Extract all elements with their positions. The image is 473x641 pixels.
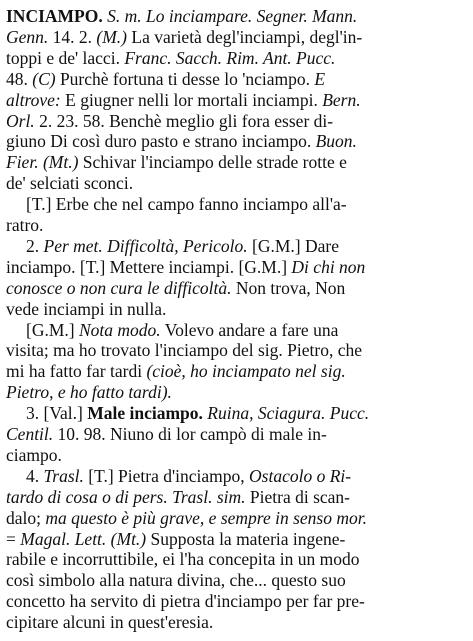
italic-text: Di chi non — [291, 256, 366, 277]
entry-line — [0, 570, 473, 590]
italic-text: (M.) — [96, 26, 128, 47]
entry-line — [0, 549, 473, 569]
entry-line — [0, 361, 473, 381]
italic-text: Buon. — [315, 131, 357, 152]
entry-line — [0, 340, 473, 360]
entry-line — [0, 6, 473, 26]
entry-line — [0, 508, 473, 528]
bold-text: Male inciampo. — [87, 403, 203, 424]
italic-text: E — [314, 68, 326, 89]
text-run: [G.M.] Dare — [247, 235, 339, 256]
entry-line — [0, 152, 473, 172]
bold-text: INCIAMPO. — [6, 6, 103, 26]
entry-line — [0, 131, 473, 151]
entry-line — [0, 591, 473, 611]
italic-text: (cioè, ho inciampato nel sig. — [146, 361, 346, 382]
entry-line — [0, 529, 473, 549]
text-run: E giugner nelli lor mortali inciampi. — [60, 89, 323, 110]
text-run: [G.M.] — [26, 319, 79, 340]
text-run: Non trova, Non — [231, 277, 346, 298]
entry-line — [0, 48, 473, 68]
italic-text: ma questo è più grave, e sempre in senso mor. — [45, 507, 367, 528]
text-run: = — [6, 528, 21, 549]
text-run: Pietra di scan- — [245, 486, 351, 507]
entry-line — [0, 445, 473, 465]
text-run: [T.] Erbe che nel campo fanno inciampo all'a- — [26, 194, 347, 215]
text-run: 3. [Val.] — [26, 403, 88, 424]
italic-text: (C) — [32, 68, 56, 89]
text-run: inciampo. [T.] Mettere inciampi. [G.M.] — [6, 256, 292, 277]
text-run: 2. — [26, 235, 44, 256]
italic-text: Centil. — [6, 424, 54, 444]
entry-line — [0, 299, 473, 319]
italic-text: Orl. — [6, 110, 35, 131]
text-run: dalo; — [6, 507, 46, 528]
text-run: de' selciati sconci. — [6, 173, 134, 194]
text-run: Volevo andare a fare una — [160, 319, 339, 340]
entry-line — [0, 257, 473, 277]
text-run: cipitare alcuni in quest'eresia. — [6, 612, 214, 633]
text-run: 4. — [26, 465, 44, 486]
text-run: Purchè fortuna ti desse lo 'nciampo. — [55, 68, 315, 89]
entry-line — [0, 382, 473, 402]
text-run: toppi e de' lacci. — [6, 47, 125, 68]
italic-text: conosce o non cura le difficoltà. — [6, 277, 232, 298]
entry-line — [0, 278, 473, 298]
italic-text: Fier. (Mt.) — [6, 152, 79, 173]
text-run: ciampo. — [6, 444, 62, 465]
entry-line — [0, 69, 473, 89]
italic-text: Pietro, e ho fatto tardi). — [6, 382, 172, 403]
italic-text: Genn. — [6, 26, 49, 47]
text-run: così simbolo alla natura divina, che... questo suo — [6, 570, 346, 591]
italic-text: tardo di cosa o di pers. Trasl. sim. — [6, 486, 246, 507]
text-run: 10. 98. Niuno di lor campò di male in- — [53, 424, 327, 444]
italic-text: altrove: — [6, 89, 61, 110]
entry-line — [0, 111, 473, 131]
italic-text: Bern. — [322, 89, 361, 110]
entry-line — [0, 403, 473, 423]
entry-line — [0, 27, 473, 47]
italic-text: Ruina, Sciagura. Pucc. — [202, 403, 370, 424]
text-run: mi ha fatto far tardi — [6, 361, 147, 382]
text-run: 48. — [6, 68, 33, 89]
entry-line — [0, 466, 473, 486]
text-run: 14. 2. — [48, 26, 97, 47]
italic-text: Nota modo. — [78, 319, 161, 340]
text-run: concetto ha servito di pietra d'inciampo per far pre- — [6, 591, 365, 612]
text-run: vede inciampi in nulla. — [6, 298, 167, 319]
italic-text: Magal. Lett. (Mt.) — [20, 528, 147, 549]
italic-text: Franc. Sacch. Rim. Ant. Pucc. — [124, 47, 336, 68]
entry-line — [0, 320, 473, 340]
italic-text: Trasl. — [43, 465, 84, 486]
entry-line — [0, 194, 473, 214]
entry-line — [0, 90, 473, 110]
entry-line — [0, 215, 473, 235]
text-run: rabile e incorruttibile, ei l'ha concepita in un modo — [6, 549, 360, 570]
text-run: ratro. — [6, 215, 44, 235]
text-run: [T.] Pietra d'inciampo, — [83, 465, 250, 486]
text-run: Schivar l'inciampo delle strade rotte e — [78, 152, 347, 173]
italic-text: Per met. Difficoltà, Pericolo. — [43, 235, 248, 256]
text-run: giuno Di così duro pasto e strano inciampo. — [6, 131, 316, 152]
text-run: 2. 23. 58. Benchè meglio gli fora esser di- — [34, 110, 334, 131]
entry-line — [0, 424, 473, 444]
entry-line — [0, 612, 473, 632]
entry-line — [0, 173, 473, 193]
entry-line — [0, 487, 473, 507]
entry-line — [0, 236, 473, 256]
text-run: La varietà degl'inciampi, degl'in- — [127, 26, 363, 47]
text-run: visita; ma ho trovato l'inciampo del sig. Pietro, che — [6, 340, 362, 361]
italic-text: Ostacolo o Ri- — [249, 465, 352, 486]
text-run: Supposta la materia ingene- — [146, 528, 346, 549]
italic-text: S. m. Lo inciampare. Segner. Mann. — [102, 6, 358, 26]
